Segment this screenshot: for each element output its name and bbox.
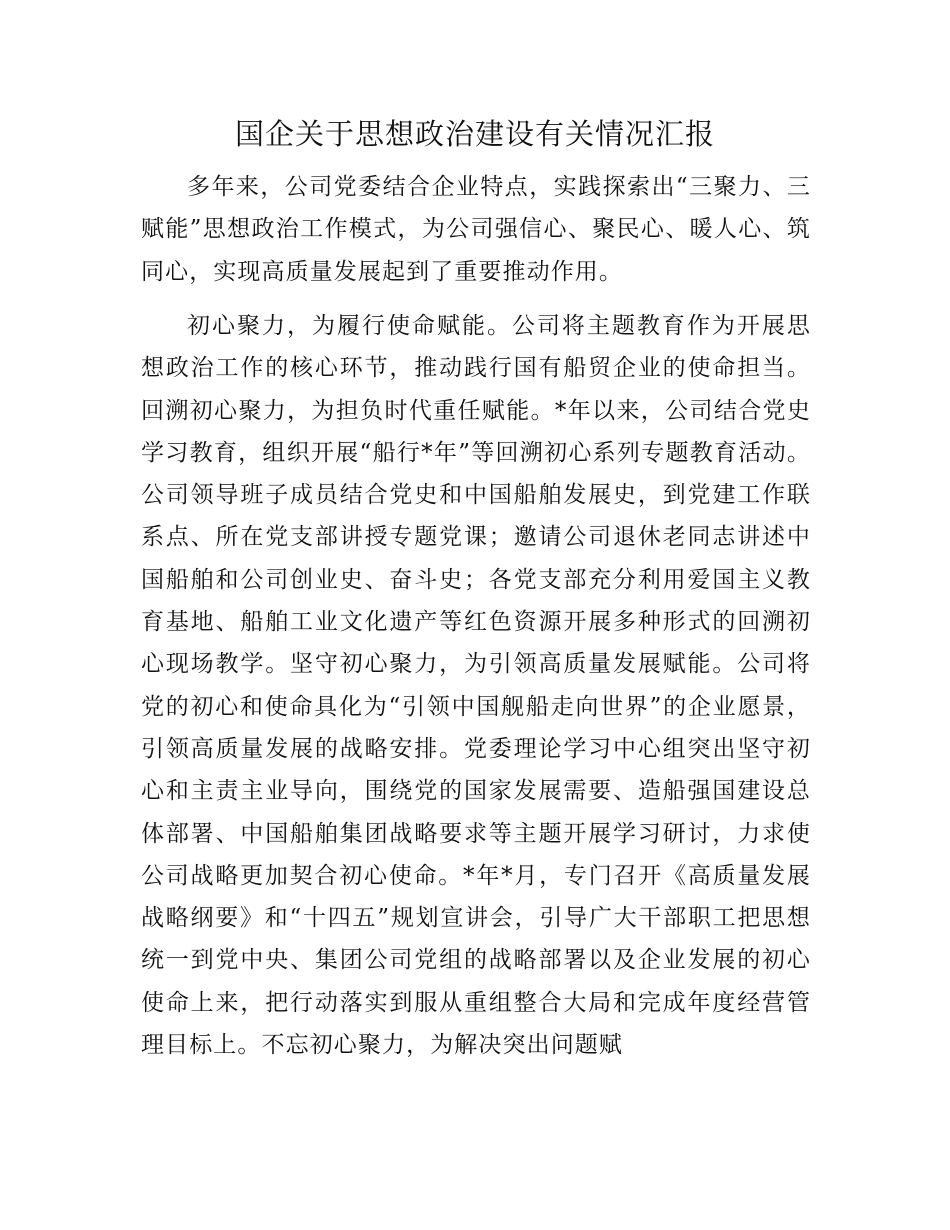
paragraph-original-mission: 初心聚力，为履行使命赋能。公司将主题教育作为开展思想政治工作的核心环节，推动践行国有船贸企业的使命担当。回溯初心聚力，为担负时代重任赋能。*年以来，公司结合党史学习教育，组织开展“船行*年”等回溯初心系列专题教育活动。公司领导班子成员结合党史和中国船舶发展史，到党建工作联系点、所在党支部讲授专题党课；邀请公司退休老同志讲述中国船舶和公司创业史、奋斗史；各党支部充分利用爱国主义教育基地、船舶工业文化遗产等红色资源开展多种形式的回溯初心现场教学。坚守初心聚力，为引领高质量发展赋能。公司将党的初心和使命具化为“引领中国舰船走向世界”的企业愿景，引领高质量发展的战略安排。党委理论学习中心组突出坚守初心和主责主业导向，围绕党的国家发展需要、造船强国建设总体部署、中国船舶集团战略要求等主题开展学习研讨，力求使公司战略更加契合初心使命。*年*月，专门召开《高质量发展战略纲要》和“十四五”规划宣讲会，引导广大干部职工把思想统一到党中央、集团公司党组的战略部署以及企业发展的初心使命上来，把行动落实到服从重组整合大局和完成年度经营管理目标上。不忘初心聚力，为解决突出问题赋 xyxy=(141,313,811,1059)
document-title: 国企关于思想政治建设有关情况汇报 xyxy=(234,117,715,151)
paragraph-intro: 多年来，公司党委结合企业特点，实践探索出“三聚力、三赋能”思想政治工作模式，为公司强信心、聚民心、暖人心、筑同心，实现高质量发展起到了重要推动作用。 xyxy=(141,174,811,285)
